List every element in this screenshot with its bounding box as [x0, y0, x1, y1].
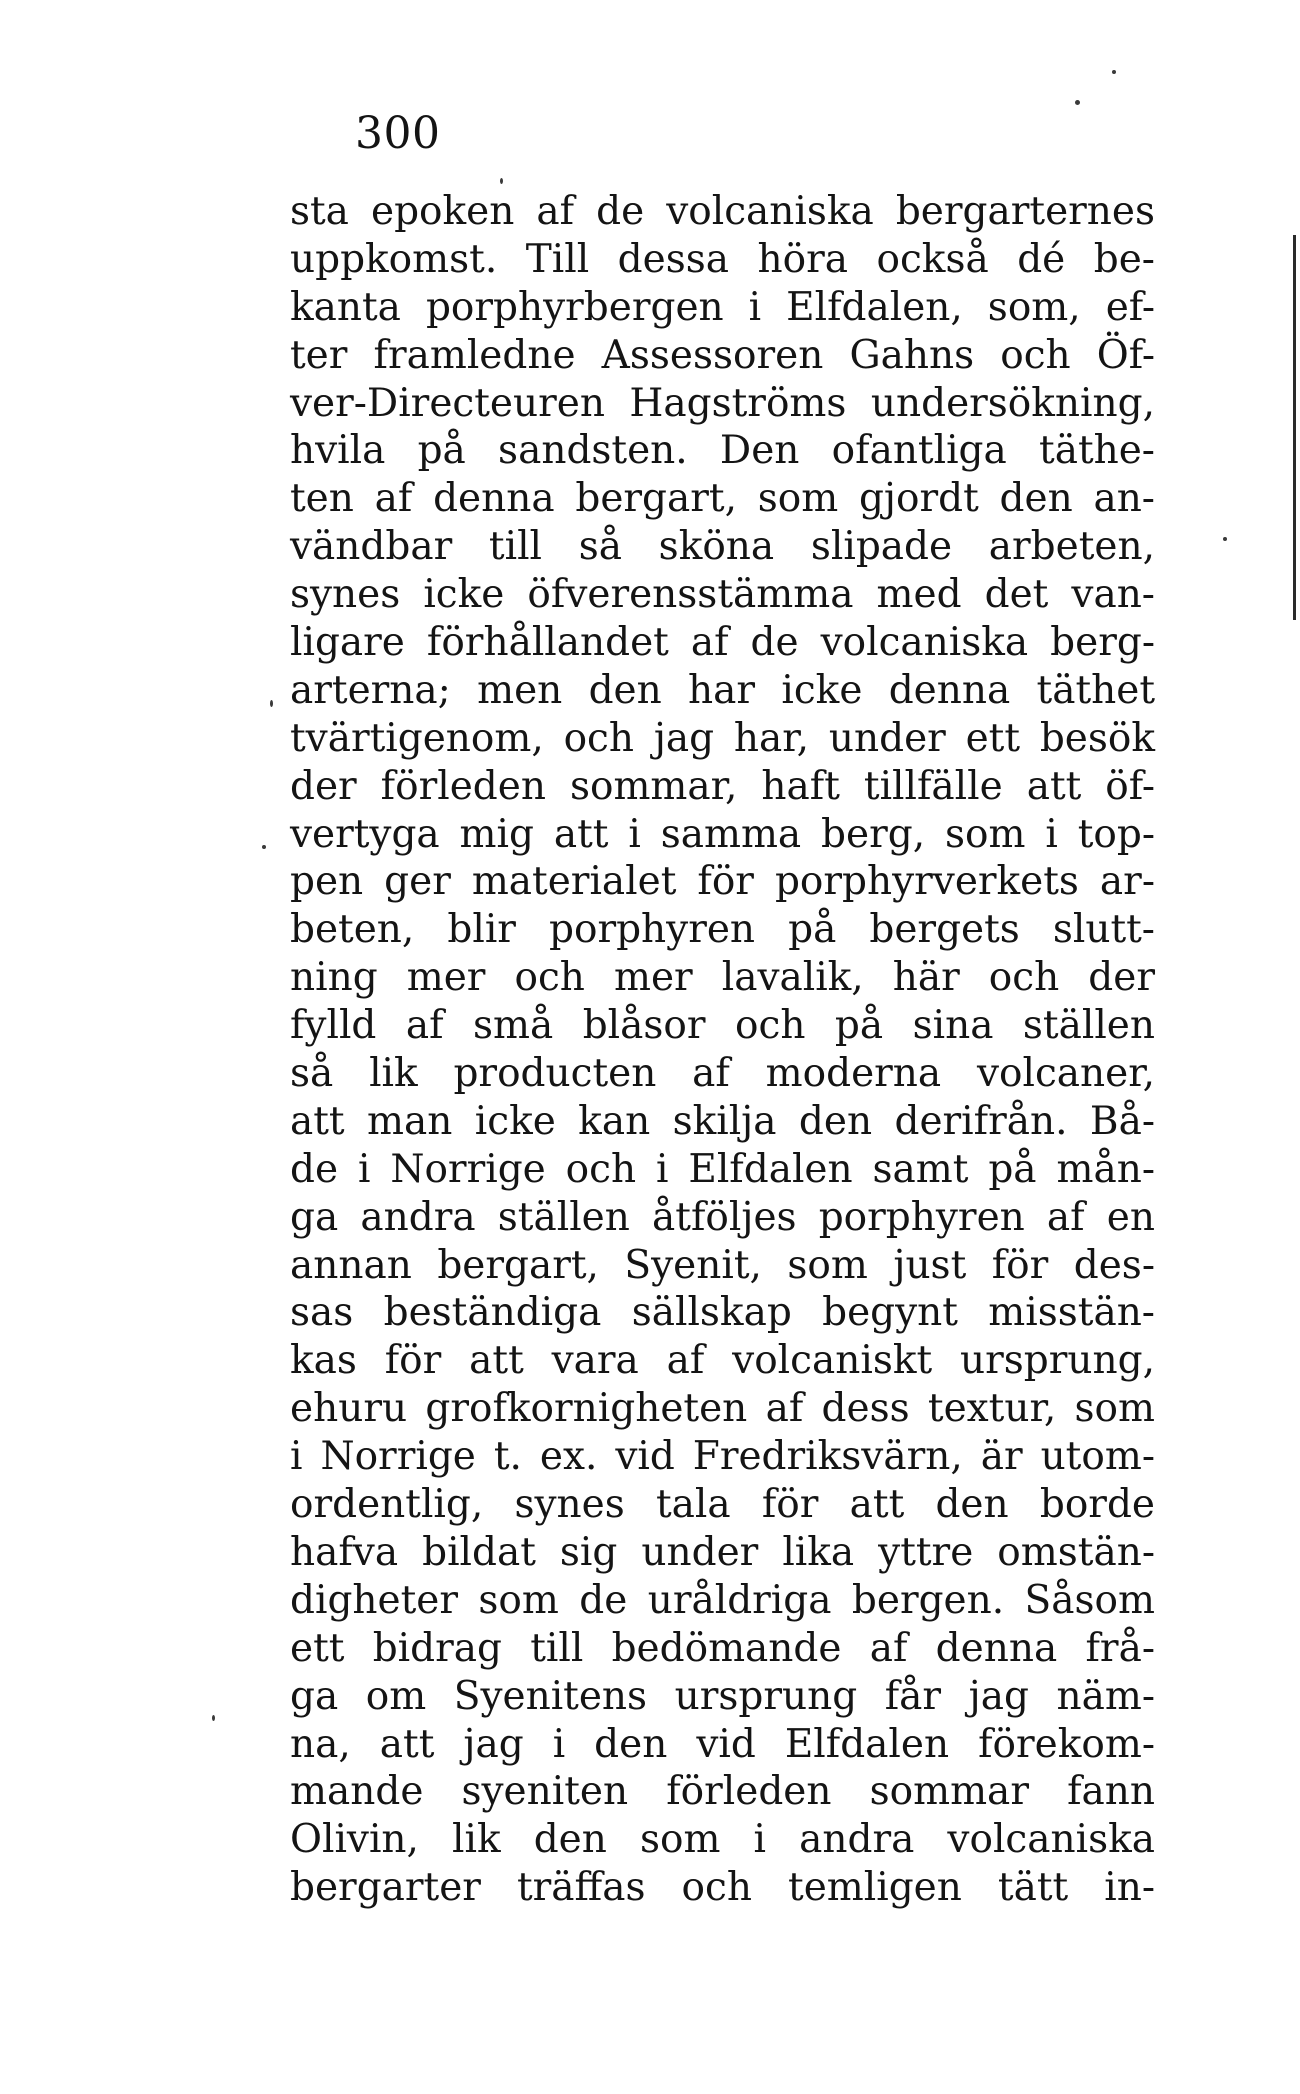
text-line: bergarter träffas och temligen tätt in-	[290, 1865, 1155, 1911]
text-line: hvila på sandsten. Den ofantliga täthe-	[290, 428, 1155, 474]
text-line: de i Norrige och i Elfdalen samt på mån-	[290, 1146, 1155, 1192]
body-text	[290, 188, 1155, 1912]
scan-edge-line	[1293, 235, 1296, 620]
scan-speck	[212, 1715, 215, 1721]
text-line: synes icke öfverensstämma med det van-	[290, 572, 1155, 618]
text-line: hafva bildat sig under lika yttre omstän-	[290, 1529, 1155, 1575]
text-line: ga om Syenitens ursprung får jag näm-	[290, 1673, 1155, 1719]
text-line: fylld af små blåsor och på sina ställen	[290, 1003, 1155, 1049]
text-line: der förleden sommar, haft tillfälle att öf-	[290, 763, 1155, 809]
text-line: Olivin, lik den som i andra volcaniska	[290, 1817, 1155, 1863]
scan-speck	[262, 845, 266, 849]
scan-speck	[500, 178, 503, 184]
text-line: digheter som de uråldriga bergen. Såsom	[290, 1577, 1155, 1623]
text-line: kanta porphyrbergen i Elfdalen, som, ef-	[290, 284, 1155, 330]
text-line: ga andra ställen åtföljes porphyren af en	[290, 1194, 1155, 1240]
text-line: så lik producten af moderna volcaner,	[290, 1051, 1155, 1097]
text-line: annan bergart, Syenit, som just för des-	[290, 1242, 1155, 1288]
text-line: ligare förhållandet af de volcaniska berg-	[290, 620, 1155, 666]
text-line: ehuru grofkornigheten af dess textur, som	[290, 1386, 1155, 1432]
text-line: pen ger materialet för porphyrverkets ar-	[290, 859, 1155, 905]
text-line: ett bidrag till bedömande af denna frå-	[290, 1625, 1155, 1671]
text-line: ten af denna bergart, som gjordt den an-	[290, 476, 1155, 522]
text-line: ter framledne Assessoren Gahns och Öf-	[290, 332, 1155, 378]
page-number: 300	[355, 108, 441, 159]
text-line: na, att jag i den vid Elfdalen förekom-	[290, 1721, 1155, 1767]
text-line: vertyga mig att i samma berg, som i top-	[290, 811, 1155, 857]
scan-speck	[1075, 100, 1080, 105]
text-line: ver-Directeuren Hagströms undersökning,	[290, 380, 1155, 426]
text-line: sas beständiga sällskap begynt misstän-	[290, 1290, 1155, 1336]
text-line: arterna; men den har icke denna täthet	[290, 667, 1155, 713]
text-line: kas för att vara af volcaniskt ursprung,	[290, 1338, 1155, 1384]
text-line: sta epoken af de volcaniska bergarternes	[290, 189, 1155, 234]
text-line: ordentlig, synes tala för att den borde	[290, 1482, 1155, 1528]
text-line: ning mer och mer lavalik, här och der	[290, 955, 1155, 1001]
scan-speck	[1112, 70, 1116, 74]
text-line: beten, blir porphyren på bergets slutt-	[290, 907, 1155, 953]
text-line: i Norrige t. ex. vid Fredriksvärn, är utom-	[290, 1434, 1155, 1480]
text-line: mande syeniten förleden sommar fann	[290, 1769, 1155, 1815]
text-line: uppkomst. Till dessa höra också dé be-	[290, 236, 1155, 282]
scan-speck	[1223, 537, 1227, 541]
text-line: vändbar till så sköna slipade arbeten,	[290, 524, 1155, 570]
text-line: tvärtigenom, och jag har, under ett besök	[290, 715, 1155, 761]
text-line: att man icke kan skilja den derifrån. Bå-	[290, 1098, 1155, 1144]
scan-speck	[270, 700, 273, 707]
